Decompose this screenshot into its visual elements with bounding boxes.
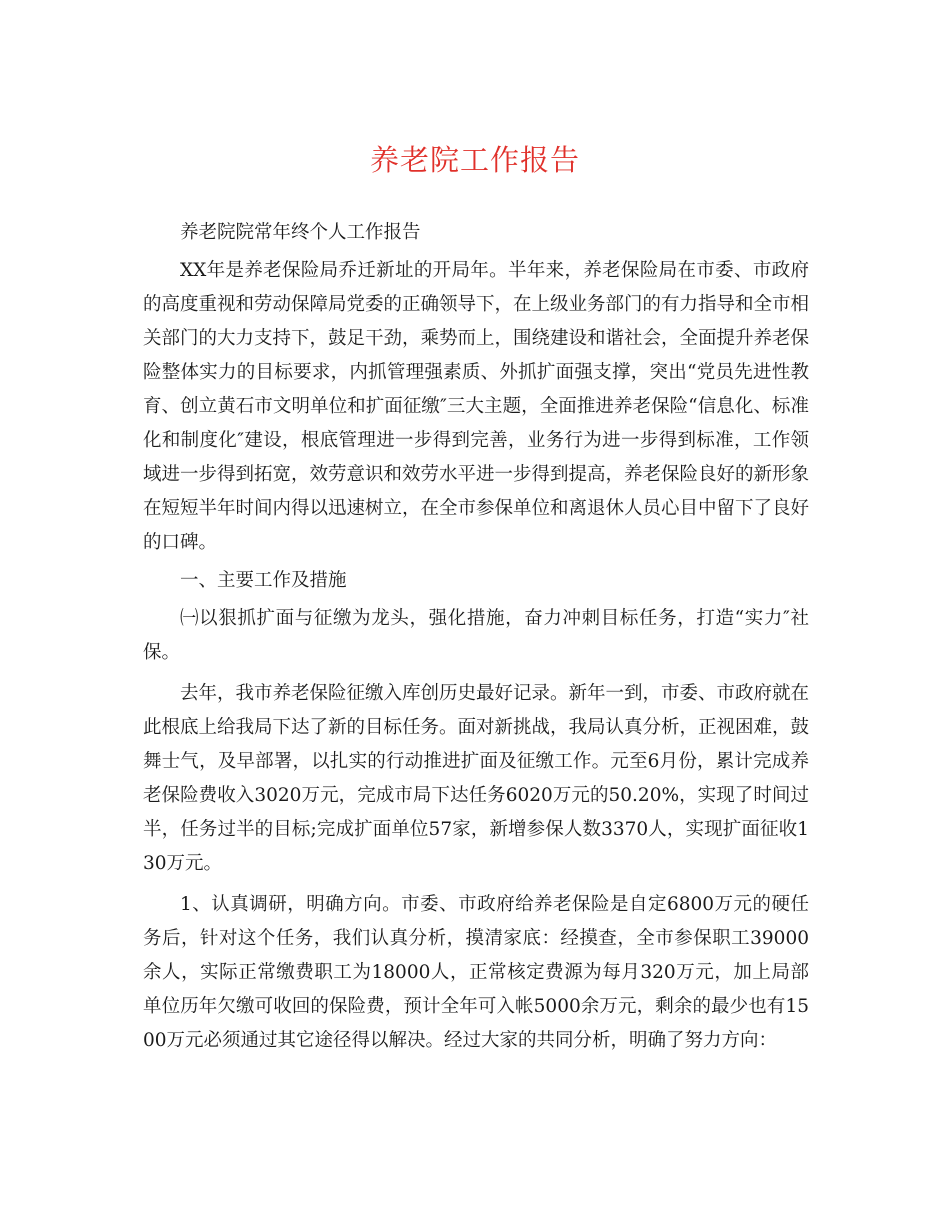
subtitle-paragraph: 养老院院常年终个人工作报告 [180,222,421,243]
body-paragraph: 去年，我市养老保险征缴入库创历史最好记录。新年一到，市委、市政府就在此根底上给我局下达了新的目标任务。面对新挑战，我局认真分析，正视困难，鼓舞士气，及早部署，以扎实的行动推进扩面及征缴工作。元至6月份，累计完成养老保险费收入3020万元，完成市局下达任务6020万元的50.20%，实现了时间过半，任务过半的目标;完成扩面单位57家，新增参保人数3370人，实现扩面征收130万元。 [143,683,810,874]
section-heading: 一、主要工作及措施 [180,570,347,591]
document-body [143,216,809,1058]
body-paragraph: 1、认真调研，明确方向。市委、市政府给养老保险是自定6800万元的硬任务后，针对这个任务，我们认真分析，摸清家底：经摸查，全市参保职工39000余人，实际正常缴费职工为18000人，正常核定费源为每月320万元，加上局部单位历年欠缴可收回的保险费，预计全年可入帐5000余万元，剩余的最少也有1500万元必须通过其它途径得以解决。经过大家的共同分析，明确了努力方向： [143,894,809,1051]
intro-paragraph: XX年是养老保险局乔迁新址的开局年。半年来，养老保险局在市委、市政府的高度重视和劳动保障局党委的正确领导下，在上级业务部门的有力指导和全市相关部门的大力支持下，鼓足干劲，乘势而上，围绕建设和谐社会，全面提升养老保险整体实力的目标要求，内抓管理强素质、外抓扩面强支撑，突出“党员先进性教育、创立黄石市文明单位和扩面征缴″三大主题，全面推进养老保险“信息化、标准化和制度化″建设，根底管理进一步得到完善，业务行为进一步得到标准，工作领域进一步得到拓宽，效劳意识和效劳水平进一步得到提高，养老保险良好的新形象在短短半年时间内得以迅速树立，在全市参保单位和离退休人员心目中留下了良好的口碑。 [143,260,810,553]
document-title: 养老院工作报告 [369,143,580,177]
subsection-heading: ㈠以狠抓扩面与征缴为龙头，强化措施，奋力冲刺目标任务，打造“实力″社保。 [143,608,809,663]
